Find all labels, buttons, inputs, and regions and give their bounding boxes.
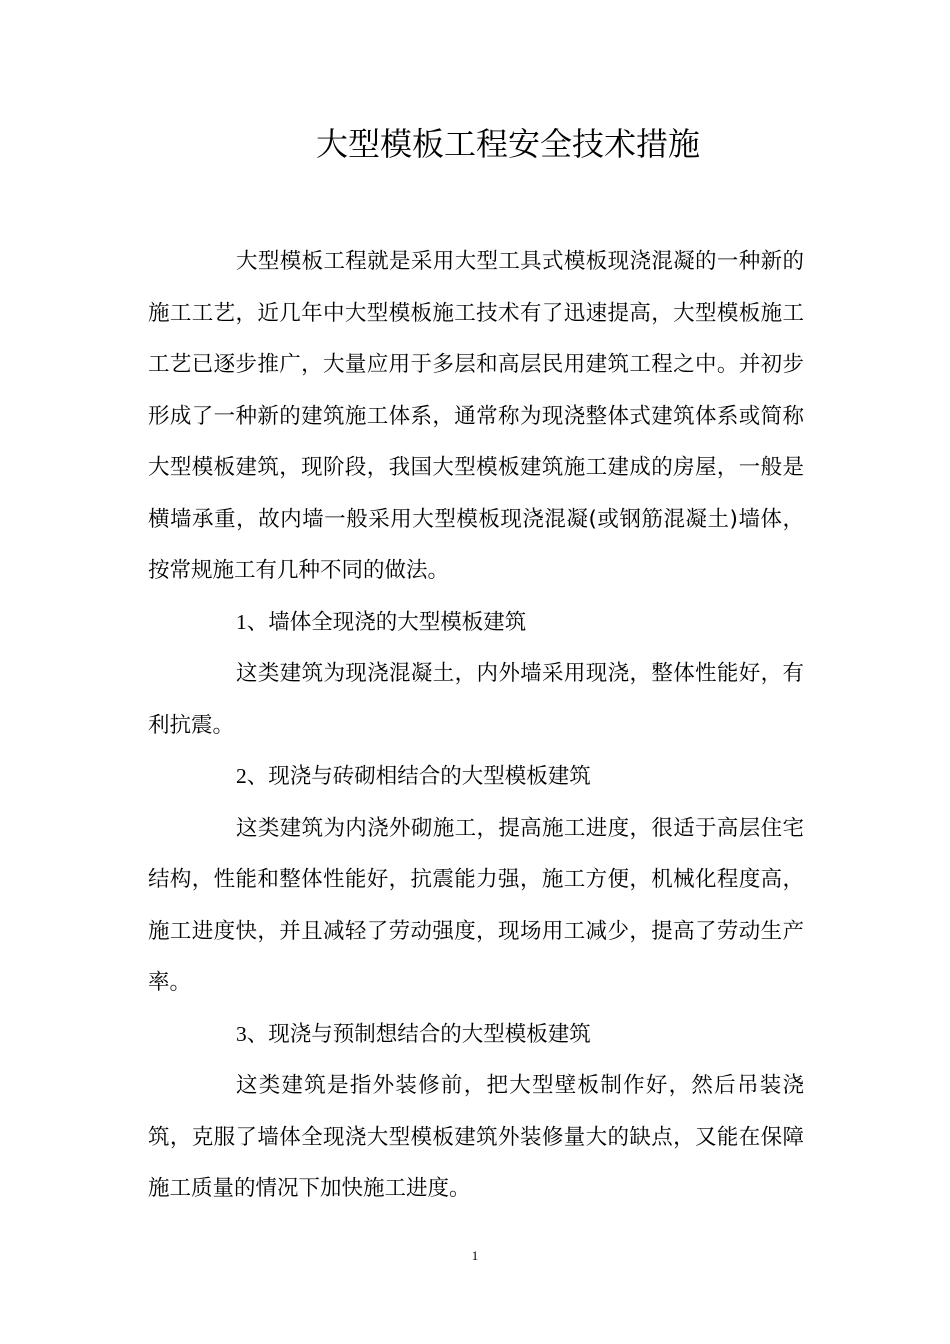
intro-paragraph: 大型模板工程就是采用大型工具式模板现浇混凝的一种新的施工工艺，近几年中大型模板施工技术有了迅速提高，大型模板施工工艺已逐步推广，大量应用于多层和高层民用建筑工程之中。并初步形成了一种新的建筑施工体系，通常称为现浇整体式建筑体系或简称大型模板建筑，现阶段，我国大型模板建筑施工建成的房屋，一般是横墙承重，故内墙一般采用大型模板现浇混凝(或钢筋混凝土)墙体，按常规施工有几种不同的做法。 (148, 249, 804, 583)
section-paragraph-1: 这类建筑为现浇混凝土，内外墙采用现浇，整体性能好，有利抗震。 (148, 661, 804, 738)
section-number-1: 1 (236, 609, 247, 634)
section-paragraph-3: 这类建筑是指外装修前，把大型壁板制作好，然后吊装浇筑，克服了墙体全现浇大型模板建筑外装修量大的缺点，又能在保障施工质量的情况下加快施工进度。 (148, 1073, 804, 1201)
section-heading-text-3: 、现浇与预制想结合的大型模板建筑 (246, 1021, 591, 1047)
page-number: 1 (471, 1248, 479, 1263)
section-heading-3 (148, 1009, 804, 1061)
document-body (148, 236, 804, 1215)
section-heading-2 (148, 751, 804, 803)
section-heading-text-2: 、现浇与砖砌相结合的大型模板建筑 (246, 764, 591, 789)
page-title: 大型模板工程安全技术措施 (315, 125, 700, 163)
section-number-3: 3 (236, 1021, 247, 1046)
section-paragraph-2: 这类建筑为内浇外砌施工，提高施工进度，很适于高层住宅结构，性能和整体性能好，抗震能力强，施工方便，机械化程度高，施工进度快，并且减轻了劳动强度，现场用工减少，提高了劳动生产率。 (148, 815, 804, 995)
section-heading-1 (148, 597, 804, 649)
section-number-2: 2 (236, 764, 247, 788)
section-heading-text-1: 、墙体全现浇的大型模板建筑 (246, 609, 527, 635)
